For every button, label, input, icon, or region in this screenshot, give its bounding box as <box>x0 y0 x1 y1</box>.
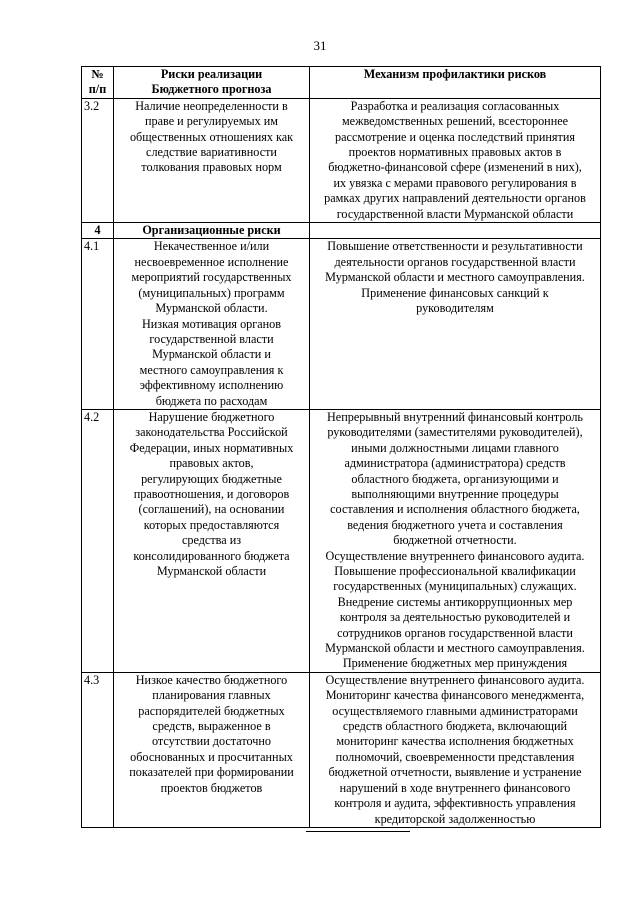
mechanism-text-line: Мурманской области и местного самоуправления. <box>325 641 585 656</box>
mechanism-text-line: их увязка с мерами правового регулирования в <box>333 175 577 190</box>
risk-cell <box>114 672 310 827</box>
risk-table <box>81 66 601 828</box>
risk-text-line: Мурманской области <box>156 564 267 578</box>
mechanism-text-line: рамках других направлений деятельности органов <box>324 191 586 206</box>
risk-text-line: несвоевременное исполнение <box>134 254 289 269</box>
table-row <box>82 98 601 222</box>
risk-text-line: проектов бюджетов <box>160 780 263 795</box>
header-num <box>82 67 114 99</box>
risk-text-line: консолидированного бюджета <box>133 548 290 563</box>
row-number: 4.2 <box>82 409 114 672</box>
header-risk-line: Риски реализации <box>160 67 263 81</box>
risk-text-line: обоснованных и просчитанных <box>130 749 293 764</box>
mechanism-text-line: Осуществление внутреннего финансового аудита. <box>325 548 585 563</box>
mechanism-text-line: бюджетно-финансовой сфере (изменений в них), <box>328 160 582 175</box>
table-row <box>82 672 601 827</box>
mechanism-text-line: мониторинг качества исполнения бюджетных <box>336 734 574 749</box>
risk-text-line: правоотношения, и договоров <box>133 486 290 501</box>
mechanism-text-line: руководителям <box>416 301 494 316</box>
mechanism-text-line: межведомственных решений, всестороннее <box>341 114 569 129</box>
risk-text-line: местного самоуправления к <box>139 362 284 377</box>
risk-text-line: отсутствии достаточно <box>151 734 272 749</box>
risk-text-line: средств, выраженное в <box>152 719 271 734</box>
mechanism-text-line: бюджетной отчетности, выявление и устранение <box>328 765 582 780</box>
mechanism-text-line: составления и исполнения областного бюджета, <box>330 502 580 517</box>
header-risk-line: Бюджетного прогноза <box>151 82 272 97</box>
table-body <box>82 98 601 827</box>
mechanism-text-line: государственной власти Мурманской области <box>336 206 574 221</box>
mechanism-text-line: Непрерывный внутренний финансовый контроль <box>327 409 583 424</box>
risk-text-line: (соглашений), на основании <box>138 502 285 517</box>
mechanism-text-line: Применение бюджетных мер принуждения <box>342 656 568 671</box>
risk-cell <box>114 98 310 222</box>
mechanism-text-line: Применение финансовых санкций к <box>361 285 549 300</box>
mechanism-text-line: бюджетной отчетности. <box>393 533 517 548</box>
mechanism-text-line: Разработка и реализация согласованных <box>350 98 560 113</box>
mechanism-text-line: руководителями (заместителями руководителей), <box>327 425 583 440</box>
mechanism-cell <box>310 98 601 222</box>
table-header-row <box>82 67 601 99</box>
mechanism-text-line: Внедрение системы антикоррупционных мер <box>337 594 573 609</box>
risk-text-line: Мурманской области и <box>152 347 271 362</box>
risk-text-line: толкования правовых норм <box>141 160 282 175</box>
risk-text-line: распорядителей бюджетных <box>138 703 285 718</box>
row-number: 4.3 <box>82 672 114 827</box>
section-title: Организационные риски <box>114 223 310 239</box>
risk-text-line: эффективному исполнению <box>139 378 284 393</box>
risk-text-line: регулирующих бюджетные <box>141 471 282 486</box>
mechanism-text-line: областного бюджета, организующими и <box>351 471 559 486</box>
mechanism-cell <box>310 409 601 672</box>
row-number: 3.2 <box>82 98 114 222</box>
row-number: 4.1 <box>82 239 114 409</box>
mechanism-text-line: Мониторинг качества финансового менеджмента, <box>325 688 585 703</box>
risk-text-line: Низкое качество бюджетного <box>135 672 288 687</box>
mechanism-text-line: нарушений в ходе внутреннего финансового <box>339 780 571 795</box>
table-row <box>82 409 601 672</box>
risk-text-line: бюджета по расходам <box>155 393 268 408</box>
risk-cell <box>114 409 310 672</box>
risk-text-line: Наличие неопределенности в <box>135 98 288 113</box>
mechanism-text-line: деятельности органов государственной власти <box>334 254 576 269</box>
mechanism-text-line: Мурманской области и местного самоуправления. <box>325 270 585 285</box>
risk-text-line: государственной власти <box>149 331 274 346</box>
risk-text-line: следствие вариативности <box>146 145 277 160</box>
section-number: 4 <box>82 223 114 239</box>
risk-text-line: Мурманской области. <box>155 301 268 316</box>
risk-text-line: правовых актов, <box>169 456 254 471</box>
mechanism-text-line: проектов нормативных правовых актов в <box>348 145 562 160</box>
mechanism-cell <box>310 672 601 827</box>
mechanism-text-line: Осуществление внутреннего финансового аудита. <box>325 672 585 687</box>
header-risk <box>114 67 310 99</box>
mechanism-text-line: полномочий, своевременности представления <box>335 749 575 764</box>
footer-rule <box>306 831 410 832</box>
risk-text-line: законодательства Российской <box>135 425 288 440</box>
mechanism-text-line: Повышение профессиональной квалификации <box>334 564 576 578</box>
risk-text-line: общественных отношениях как <box>129 129 294 144</box>
mechanism-text-line: контроля за деятельностью руководителей и <box>339 610 571 625</box>
mechanism-text-line: осуществляемого главными администраторами <box>332 703 578 718</box>
mechanism-text-line: государственных (муниципальных) служащих. <box>333 579 577 594</box>
mechanism-text-line: Повышение ответственности и результативности <box>327 239 583 254</box>
risk-text-line: средства из <box>181 533 242 548</box>
mechanism-text-line: выполняющими внутренние процедуры <box>351 486 559 501</box>
header-num-line: п/п <box>88 82 107 97</box>
risk-text-line: Федерации, иных нормативных <box>129 440 294 455</box>
mechanism-text-line: сотрудников органов государственной власти <box>337 625 573 640</box>
header-num-line: № <box>91 67 104 81</box>
risk-text-line: которых предоставляются <box>143 517 280 532</box>
section-row <box>82 223 601 239</box>
mechanism-text-line: средств областного бюджета, включающий <box>342 719 568 734</box>
page-number: 31 <box>313 38 327 53</box>
mechanism-text-line: администратора (администратора) средств <box>344 456 566 471</box>
risk-text-line: показателей при формировании <box>129 765 294 780</box>
mechanism-text-line: иными должностными лицами главного <box>351 440 559 455</box>
risk-text-line: Нарушение бюджетного <box>148 409 275 424</box>
risk-text-line: планирования главных <box>152 688 271 703</box>
risk-text-line: Низкая мотивация органов <box>141 316 282 331</box>
mechanism-text-line: рассмотрение и оценка последствий принятия <box>335 129 575 144</box>
table-row <box>82 239 601 409</box>
risk-text-line: (муниципальных) программ <box>138 285 285 300</box>
risk-text-line: Некачественное и/или <box>153 239 270 254</box>
section-empty-cell <box>310 223 601 239</box>
mechanism-cell <box>310 239 601 409</box>
risk-cell <box>114 239 310 409</box>
risk-text-line: праве и регулируемых им <box>145 114 278 129</box>
mechanism-text-line: ведения бюджетного учета и составления <box>347 517 563 532</box>
header-mechanism: Механизм профилактики рисков <box>310 67 601 99</box>
risk-text-line: мероприятий государственных <box>131 270 292 285</box>
mechanism-text-line: контроля и аудита, эффективность управления <box>334 796 576 811</box>
mechanism-text-line: кредиторской задолженностью <box>374 811 536 826</box>
